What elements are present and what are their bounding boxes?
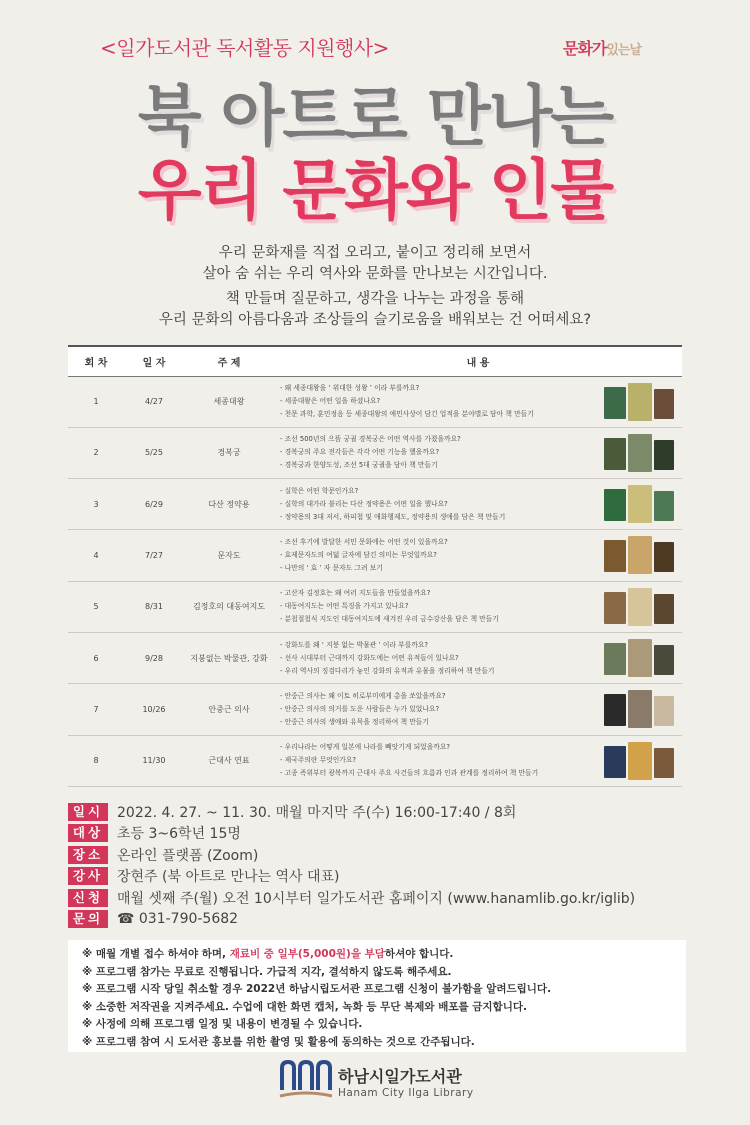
info-row: [68, 887, 688, 908]
table-row: [68, 427, 682, 478]
info-value: 2022. 4. 27. ~ 11. 30. 매월 마지막 주(수) 16:00-17:40 / 8회: [117, 804, 517, 821]
notice-line: ※ 프로그램 참가는 무료로 진행됩니다. 가급적 지각, 결석하지 않도록 해주세요.: [82, 965, 452, 978]
session-number: 3: [68, 479, 124, 530]
session-topic: 지붕없는 박물관, 강화: [184, 632, 274, 683]
session-content-item: - 강화도를 왜 ‘ 지붕 없는 박물관 ’ 이라 부를까요?: [280, 640, 429, 649]
session-content-item: - 정약용의 3대 저서, 하피첩 및 애화행제도, 정약용의 생애를 담은 책 만들기: [280, 512, 506, 521]
session-content-list: [280, 741, 590, 780]
session-date: 6/29: [124, 479, 184, 530]
info-label: 장소: [68, 846, 108, 864]
column-header-content: 내 용: [274, 346, 682, 376]
session-content-list: [280, 690, 590, 729]
book-art-photo: [604, 588, 674, 626]
notice-text: 하셔야 합니다.: [384, 948, 454, 960]
table-header-row: [68, 346, 682, 376]
session-content: [274, 479, 682, 530]
session-content-item: - 우리 역사의 징검다리가 놓인 강화의 유적과 유물을 정리하여 책 만들기: [280, 666, 495, 675]
info-label: 문의: [68, 910, 108, 928]
session-content-item: - 경복궁의 주요 전각들은 각각 어떤 기능을 했을까요?: [280, 448, 440, 457]
book-art-photo: [604, 383, 674, 421]
session-content-item: - 실학의 대가라 불리는 다산 정약용은 어떤 일을 했나요?: [280, 499, 448, 508]
info-row: [68, 801, 688, 822]
info-row: [68, 844, 688, 865]
session-content: [274, 376, 682, 427]
event-logo-sub: 있는날: [606, 43, 642, 58]
page-title-line1: 북 아트로 만나는: [137, 78, 613, 155]
info-label: 일시: [68, 803, 108, 821]
event-logo-main: 문화가: [563, 39, 607, 58]
session-content: [274, 684, 682, 735]
info-value: 초등 3~6학년 15명: [117, 826, 241, 843]
intro-paragraph-1: [0, 243, 750, 285]
info-value: 장현주 (북 아트로 만나는 역사 대표): [117, 869, 340, 886]
info-label: 대상: [68, 824, 108, 842]
session-content-item: - 우리나라는 어떻게 일본에 나라를 빼앗기게 되었을까요?: [280, 743, 451, 752]
schedule-table: [68, 345, 682, 787]
session-content-item: - 왜 세종대왕을 ‘ 위대한 성왕 ’ 이라 부를까요?: [280, 384, 420, 393]
session-content-item: - 분첩절첩식 지도인 대동여지도에 새겨진 우리 금수강산을 담은 책 만들기: [280, 615, 499, 624]
library-name: 하남시일가도서관: [338, 1067, 462, 1086]
intro-line: 살아 숨 쉬는 우리 역사와 문화를 만나보는 시간입니다.: [202, 266, 548, 282]
session-content-item: - 조선 500년의 으뜸 궁궐 경복궁은 어떤 역사를 가졌을까요?: [280, 435, 461, 444]
info-row: [68, 909, 688, 930]
notice-line: ※ 사정에 의해 프로그램 일정 및 내용이 변경될 수 있습니다.: [82, 1018, 363, 1031]
session-content-item: - 안중근 의사의 생애와 유묵을 정리하여 책 만들기: [280, 717, 429, 726]
session-number: 6: [68, 632, 124, 683]
session-topic: 세종대왕: [184, 376, 274, 427]
info-label: 강사: [68, 867, 108, 885]
session-content-item: - 고종 즉위부터 광복까지 근대사 주요 사건들의 흐름과 인과 관계를 정리하여 책 만들기: [280, 769, 539, 778]
session-date: 4/27: [124, 376, 184, 427]
session-date: 8/31: [124, 581, 184, 632]
notice-box: [68, 940, 686, 1052]
session-content: [274, 735, 682, 786]
notice-fee-highlight: 재료비 중 일부(5,000원)을 부담: [229, 948, 385, 960]
session-topic: 경복궁: [184, 427, 274, 478]
session-content-item: - 효제문자도의 여덟 글자에 담긴 의미는 무엇일까요?: [280, 551, 437, 560]
book-art-photo: [604, 485, 674, 523]
session-content: [274, 530, 682, 581]
intro-line: 우리 문화의 아름다움과 조상들의 슬기로움을 배워보는 건 어떠세요?: [158, 312, 592, 328]
column-header-topic: 주 제: [184, 346, 274, 376]
session-content-list: [280, 382, 590, 421]
library-logo-icon: [276, 1060, 336, 1102]
session-content-list: [280, 587, 590, 626]
event-logo: [563, 36, 641, 59]
session-number: 7: [68, 684, 124, 735]
session-date: 11/30: [124, 735, 184, 786]
session-content-item: - 선사 시대부터 근대까지 강화도에는 어떤 유적들이 있나요?: [280, 653, 459, 662]
session-date: 5/25: [124, 427, 184, 478]
session-content-item: - 안중근 의사의 의거를 도운 사람들은 누가 있었나요?: [280, 704, 440, 713]
table-row: [68, 581, 682, 632]
table-row: [68, 376, 682, 427]
session-number: 2: [68, 427, 124, 478]
book-art-photo: [604, 536, 674, 574]
info-value: ☎ 031-790-5682: [117, 911, 239, 928]
session-topic: 문자도: [184, 530, 274, 581]
session-content-list: [280, 485, 590, 524]
session-number: 1: [68, 376, 124, 427]
book-art-photo: [604, 434, 674, 472]
table-row: [68, 632, 682, 683]
session-topic: 안중근 의사: [184, 684, 274, 735]
info-row: [68, 823, 688, 844]
session-topic: 다산 정약용: [184, 479, 274, 530]
info-row: [68, 866, 688, 887]
session-content: [274, 632, 682, 683]
table-row: [68, 530, 682, 581]
notice-line: [82, 946, 672, 964]
info-label: 신청: [68, 889, 108, 907]
session-topic: 김정호의 대동여지도: [184, 581, 274, 632]
intro-line: 우리 문화재를 직접 오리고, 붙이고 정리해 보면서: [218, 245, 532, 261]
session-content: [274, 427, 682, 478]
book-art-photo: [604, 639, 674, 677]
session-content-item: - 실학은 어떤 학문인가요?: [280, 486, 359, 495]
column-header-session: 회 차: [68, 346, 124, 376]
session-content-item: - 세종대왕은 어떤 일을 하셨나요?: [280, 397, 381, 406]
notice-line: ※ 프로그램 참여 시 도서관 홍보를 위한 촬영 및 활용에 동의하는 것으로 간주됩니다.: [82, 1035, 475, 1048]
table-row: [68, 684, 682, 735]
notice-line: ※ 프로그램 시작 당일 취소할 경우 2022년 하남시립도서관 프로그램 신청이 불가함을 알려드립니다.: [82, 983, 552, 996]
info-value: 온라인 플랫폼 (Zoom): [117, 847, 259, 864]
book-art-photo: [604, 690, 674, 728]
session-content: [274, 581, 682, 632]
session-number: 8: [68, 735, 124, 786]
session-content-item: - 나만의 ‘ 효 ’ 자 문자도 그려 보기: [280, 564, 383, 573]
info-value: 매월 셋째 주(월) 오전 10시부터 일가도서관 홈페이지 (www.hanamlib.go.kr/iglib): [117, 890, 636, 907]
session-content-item: - 대동여지도는 어떤 특징을 가지고 있나요?: [280, 602, 409, 611]
event-info: [68, 801, 688, 931]
page-title-line2: 우리 문화와 인물: [137, 152, 613, 229]
session-content-item: - 조선 후기에 발달한 서민 문화에는 어떤 것이 있을까요?: [280, 538, 448, 547]
session-date: 10/26: [124, 684, 184, 735]
session-content-list: [280, 433, 590, 472]
session-topic: 근대사 연표: [184, 735, 274, 786]
session-content-item: - 고산자 김정호는 왜 여러 지도들을 만들었을까요?: [280, 589, 431, 598]
session-date: 7/27: [124, 530, 184, 581]
notice-text: ※ 매월 개별 접수 하셔야 하며,: [82, 948, 230, 960]
notice-line: ※ 소중한 저작권을 지켜주세요. 수업에 대한 화면 캡처, 녹화 등 무단 복제와 배포를 금지합니다.: [82, 1000, 527, 1013]
session-number: 5: [68, 581, 124, 632]
session-date: 9/28: [124, 632, 184, 683]
book-art-photo: [604, 742, 674, 780]
table-row: [68, 735, 682, 786]
session-content-list: [280, 536, 590, 575]
session-content-item: - 제국주의란 무엇인가요?: [280, 756, 357, 765]
session-content-list: [280, 639, 590, 678]
table-row: [68, 479, 682, 530]
column-header-date: 일 자: [124, 346, 184, 376]
session-content-item: - 경복궁과 한양도성, 조선 5대 궁궐을 담아 책 만들기: [280, 461, 438, 470]
session-content-item: - 안중근 의사는 왜 이토 히로부미에게 총을 쏘았을까요?: [280, 691, 446, 700]
session-number: 4: [68, 530, 124, 581]
library-name-en: Hanam City Ilga Library: [338, 1087, 474, 1099]
tagline: <일가도서관 독서활동 지원행사>: [100, 36, 389, 60]
session-content-item: - 천문 과학, 훈민정음 등 세종대왕의 애민사상이 담긴 업적을 분야별로 담아 책 만들기: [280, 410, 534, 419]
intro-line: 책 만들며 질문하고, 생각을 나누는 과정을 통해: [225, 291, 525, 307]
intro-paragraph-2: [0, 289, 750, 331]
